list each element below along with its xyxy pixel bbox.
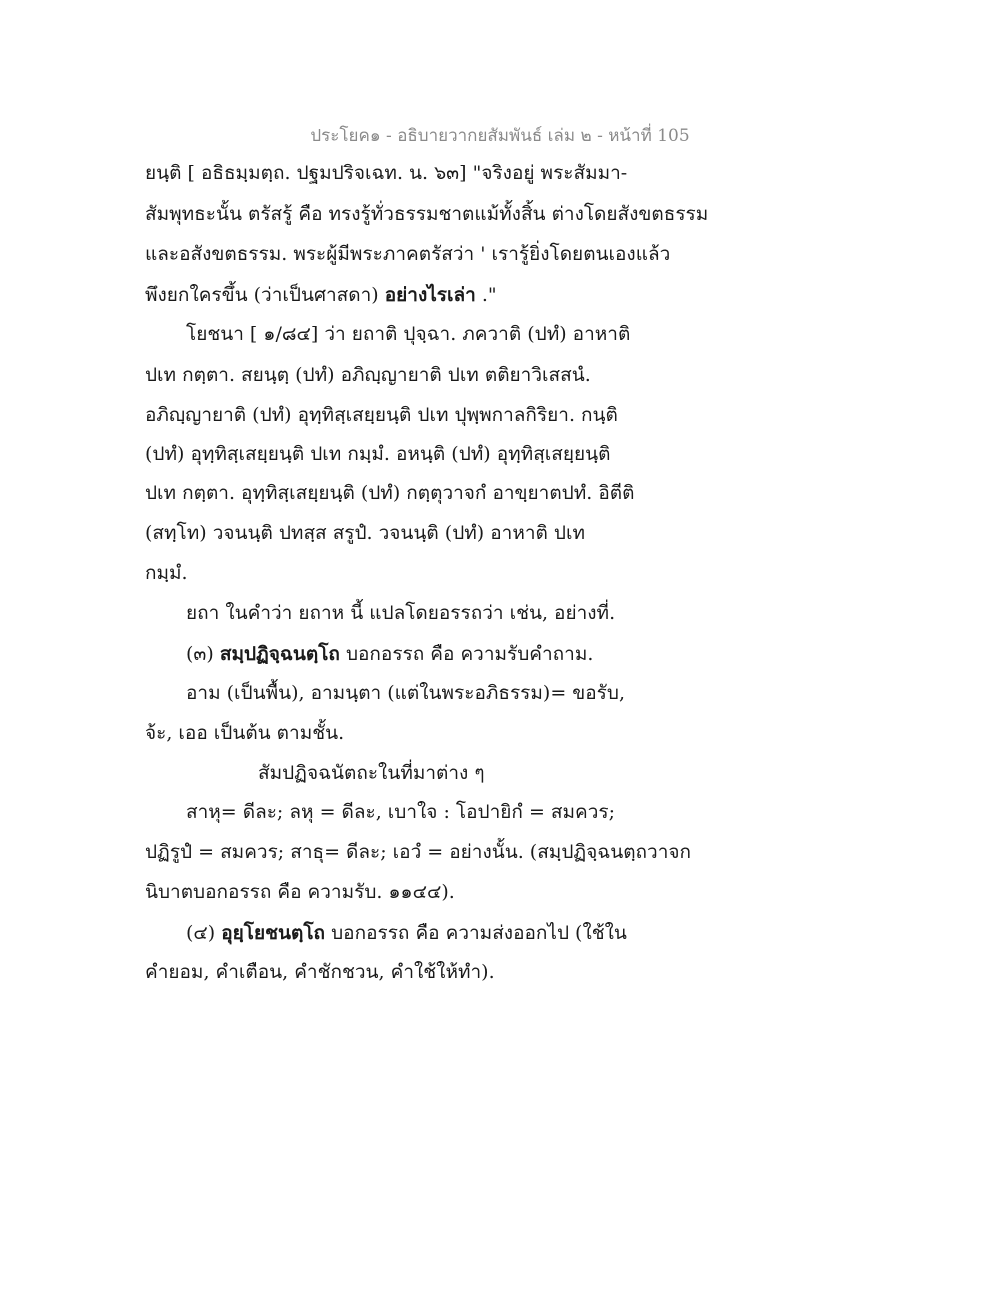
page-header: ประโยค๑ - อธิบายวากยสัมพันธ์ เล่ม ๒ - หน้าที่ 105 <box>310 126 690 146</box>
text-line: สาหุ= ดีละ; ลหุ = ดีละ, เบาใจ : โอปายิกํ = สมควร; <box>186 801 616 823</box>
section-heading: สัมปฏิจฉนัตถะในที่มาต่าง ๆ <box>258 762 485 784</box>
text-line: นิบาตบอกอรรถ คือ ความรับ. ๑๑๔๔). <box>145 881 455 903</box>
text-segment: บอกอรรถ คือ ความส่งออกไป (ใช้ใน <box>325 922 627 944</box>
text-line: กมฺมํ. <box>145 562 188 584</box>
text-segment: บอกอรรถ คือ ความรับคำถาม. <box>339 643 594 665</box>
text-line: และอสังขตธรรม. พระผู้มีพระภาคตรัสว่า ' เรารู้ยิ่งโดยตนเองแล้ว <box>145 243 671 265</box>
text-line: อาม (เป็นพื้น), อามนฺตา (แต่ในพระอภิธรรม)= ขอรับ, <box>186 682 625 704</box>
text-line: ปฏิรูปํ = สมควร; สาธุ= ดีละ; เอวํ = อย่างนั้น. (สมฺปฏิจฺฉนตฺถวาจก <box>145 841 692 863</box>
text-line <box>186 641 593 667</box>
bold-term: อย่างไรเล่า <box>384 284 476 306</box>
text-line: โยชนา [ ๑/๘๔] ว่า ยถาติ ปุจฺฉา. ภควาติ (ปทํ) อาหาติ <box>186 323 631 345</box>
text-line: ยถา ในคำว่า ยถาห นี้ แปลโดยอรรถว่า เช่น, อย่างที่. <box>186 602 616 624</box>
text-line: ปเท กตฺตา. อุทฺทิสฺเสยฺยนฺติ (ปทํ) กตฺตุวาจกํ อาขฺยาตปทํ. อิตีติ <box>145 482 635 504</box>
text-line: สัมพุทธะนั้น ตรัสรู้ คือ ทรงรู้ทั่วธรรมชาตแม้ทั้งสิ้น ต่างโดยสังขตธรรม <box>145 203 709 225</box>
bold-term: สมฺปฏิจฺฉนตฺโถ <box>219 643 340 665</box>
text-line: (ปทํ) อุทฺทิสฺเสยฺยนฺติ ปเท กมฺมํ. อหนฺติ (ปทํ) อุทฺทิสฺเสยฺยนฺติ <box>145 443 611 465</box>
text-line: อภิญฺญายาติ (ปทํ) อุทฺทิสฺเสยฺยนฺติ ปเท ปุพฺพกาลกิริยา. กนฺติ <box>145 404 618 426</box>
text-line: คำยอม, คำเตือน, คำชักชวน, คำใช้ให้ทำ). <box>145 961 495 983</box>
bold-term: อุยฺโยชนตฺโถ <box>221 922 326 944</box>
text-segment: ." <box>475 284 497 306</box>
text-segment: (๔) <box>186 922 222 944</box>
text-line: ปเท กตฺตา. สยนฺตฺ (ปทํ) อภิญฺญายาติ ปเท ตติยาวิเสสนํ. <box>145 364 591 386</box>
text-line <box>145 282 497 308</box>
text-line: ยนฺติ [ อธิธมฺมตฺถ. ปฐมปริจเฉท. น. ๖๓] "จริงอยู่ พระสัมมา- <box>145 162 628 184</box>
text-line: (สทฺโท) วจนนฺติ ปทสฺส สรูปํ. วจนนฺติ (ปทํ) อาหาติ ปเท <box>145 522 585 544</box>
text-segment: พึงยกใครขึ้น (ว่าเป็นศาสดา) <box>145 284 385 306</box>
text-line: จ้ะ, เออ เป็นต้น ตามชั้น. <box>145 722 345 744</box>
text-segment: (๓) <box>186 643 220 665</box>
text-line <box>186 920 627 946</box>
